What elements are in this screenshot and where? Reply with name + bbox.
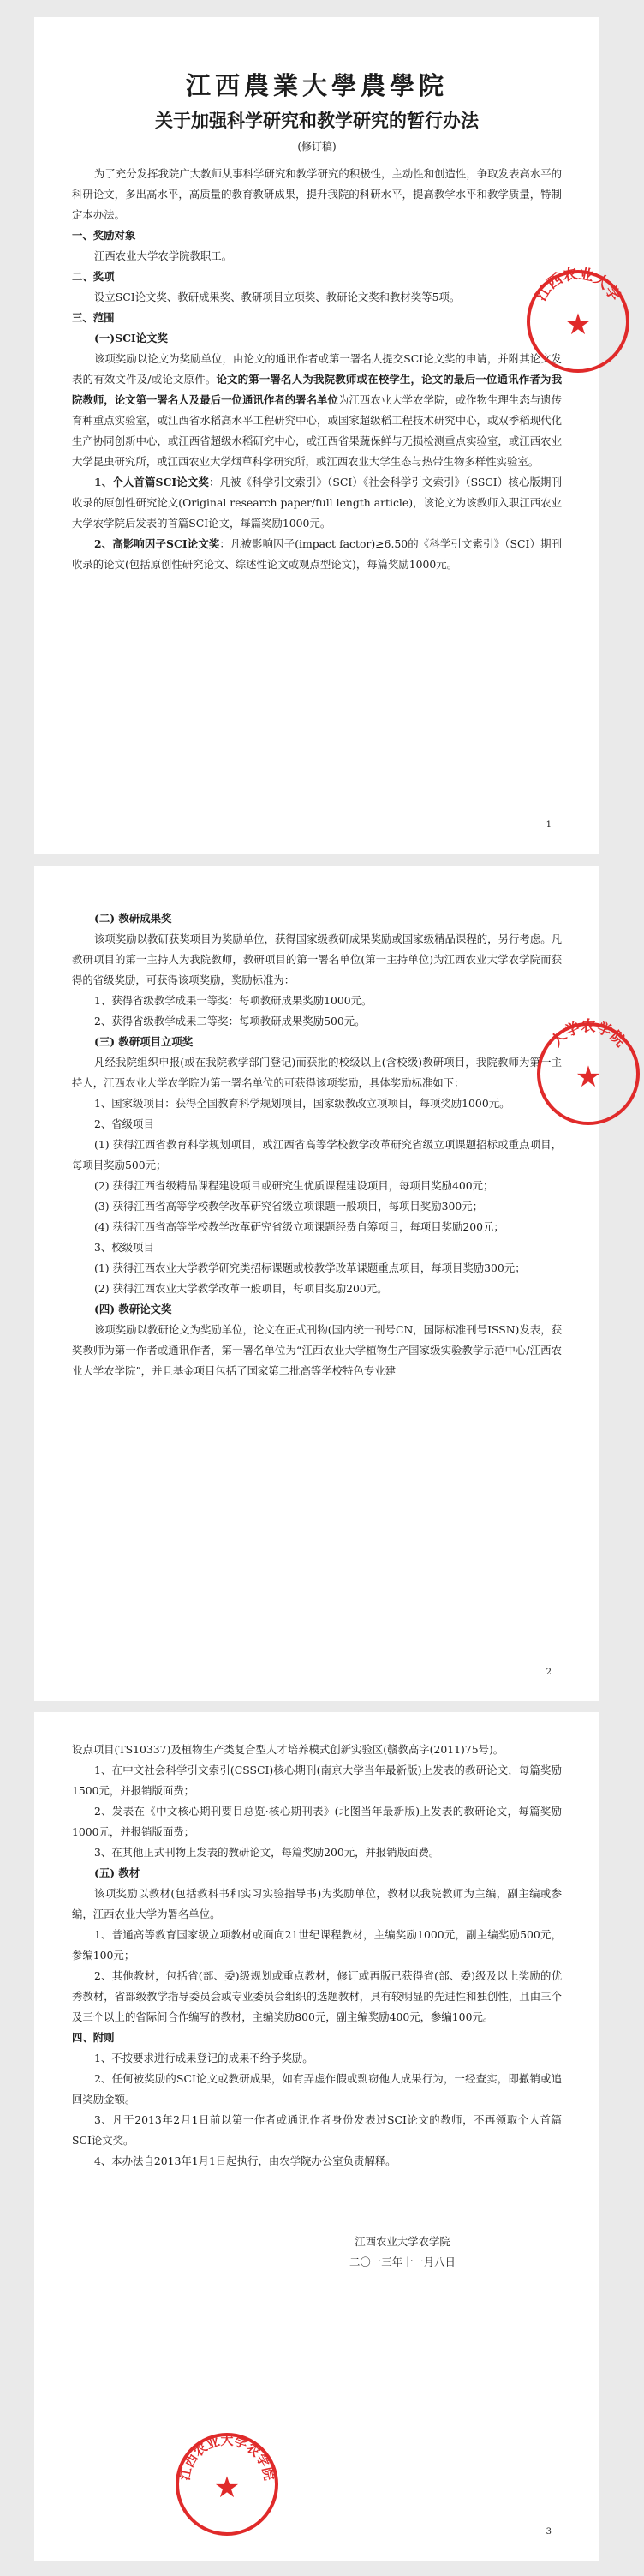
seal-text: 江西农业大学 (533, 266, 623, 304)
sign-date: 二〇一三年十一月八日 (349, 2255, 456, 2268)
seal-text: 江西农业大学农学院 (176, 2432, 277, 2482)
textbook-item-2: 2、其他教材，包括省(部、委)级规划或重点教材，修订或再版已获得省(部、委)级及以上奖励的优秀教材，省部级教学指导委员会或专业委员会组织的选题教材，具有较明显的先进性和独创性，且由三个及三个以上的省际间合作编写的教材，主编奖励800元，副主编奖励400元，参编100元。 (72, 1969, 562, 2023)
section-1-text: 江西农业大学农学院教职工。 (94, 249, 233, 262)
intro-paragraph: 为了充分发挥我院广大教师从事科学研究和教学研究的积极性，主动性和创造性，争取发表高水平的科研论文，多出高水平，高质量的教育教研成果，提升我院的科研水平，提高教学水平和教学质量，特制定本办法。 (72, 167, 562, 221)
school-project-heading: 3、校级项目 (94, 1241, 154, 1254)
appendix-item-2: 2、任何被奖励的SCI论文或教研成果，如有弄虚作假或剽窃他人成果行为，一经查实，即撤销或追回奖励金额。 (72, 2072, 562, 2106)
appendix-item-1: 1、不按要求进行成果登记的成果不给予奖励。 (94, 2052, 313, 2064)
official-seal (171, 2429, 283, 2540)
provincial-project-4: (4) 获得江西省高等学校教学改革研究省级立项课题经费自筹项目，每项目奖励200元； (94, 1220, 504, 1233)
teaching-paper-item-1: 1、在中文社会科学引文索引(CSSCI)核心期刊(南京大学当年最新版)上发表的教研论文，每篇奖励1500元，并报销版面费； (72, 1764, 562, 1797)
appendix-item-4: 4、本办法自2013年1月1日起执行，由农学院办公室负责解释。 (94, 2154, 397, 2167)
sci-award-text-c: 为江西农业大学农学院，或作物生理生态与遗传育种重点实验室，或江西省水稻高水平工程研究中心，或国家超级稻工程技术研究中心，或双季稻现代化生产协同创新中心，或江西省超级水稻研究中心，或江西省果蔬保鲜与无损检测重点实验室，或江西农业大学昆虫研究所，或江西农业大学烟草科学研究所，或江西农业大学生态与热带生物多样性实验室。 (72, 393, 563, 468)
sci-award-item-2-lead: 2、高影响因子SCI论文奖 (94, 537, 220, 550)
teaching-paper-text: 该项奖励以教研论文为奖励单位，论文在正式刊物(国内统一刊号CN，国际标准刊号ISSN)发表，获奖教师为第一作者或通讯作者，第一署名单位为“江西农业大学植物生产国家级实验教学示范中心/江西农业大学农学院”，并且基金项目包括了国家第二批高等学校特色专业建 (72, 1323, 562, 1377)
school-project-2: (2) 获得江西农业大学教学改革一般项目，每项目奖励200元。 (94, 1282, 388, 1295)
teaching-achievement-item-1: 1、获得省级教学成果一等奖：每项教研成果奖励1000元。 (94, 994, 373, 1007)
teaching-paper-item-3: 3、在其他正式刊物上发表的教研论文，每篇奖励200元，并报销版面费。 (94, 1846, 440, 1859)
sci-award-item-1-lead: 1、个人首篇SCI论文奖 (94, 476, 209, 488)
teaching-paper-text-continued: 设点项目(TS10337)及植物生产类复合型人才培养模式创新实验区(赣教高字(2011)75号)。 (72, 1743, 504, 1756)
document-subtitle: (修订稿) (297, 141, 337, 153)
section-2-heading: 二、奖项 (72, 270, 115, 283)
appendix-item-3: 3、凡于2013年2月1日前以第一作者或通讯作者身份发表过SCI论文的教师，不再领取个人首篇SCI论文奖。 (72, 2113, 562, 2147)
sci-award-heading: (一)SCI论文奖 (94, 332, 168, 344)
sci-award-item-1 (72, 472, 562, 534)
section-3-heading: 三、范围 (72, 311, 115, 324)
provincial-project-2: (2) 获得江西省级精品课程建设项目或研究生优质课程建设项目，每项目奖励400元； (94, 1179, 494, 1192)
textbook-item-1: 1、普通高等教育国家级立项教材或面向21世纪课程教材，主编奖励1000元，副主编奖励500元，参编100元； (72, 1928, 562, 1962)
star-icon: ★ (213, 2471, 241, 2505)
page-number: 1 (546, 820, 552, 830)
sci-award-text-a: 该项奖励以论文为奖励单位，由论文的通讯作者或第一署名人提交SCI论文奖的申请，并附其论文发表的有效文件及/或论文原件。 (72, 352, 562, 386)
document-page-3 (34, 1712, 599, 2561)
sci-award-item-2-text: ：凡被影响因子(impact factor)≥6.50的《科学引文索引》（SCI）期刊收录的论文(包括原创性研究论文、综述性论文或观点型论文)，每篇奖励1000元。 (72, 537, 562, 571)
document-page-1 (34, 17, 623, 854)
section-4-heading: 四、附则 (72, 2031, 115, 2044)
sci-award-text-bold: 论文的第一署名人为我院教师或在校学生，论文的最后一位通讯作者为我院教师，论文第一署名人及最后一位通讯作者的署名单位 (72, 373, 562, 406)
signer: 江西农业大学农学院 (355, 2235, 450, 2248)
svg-text:江西农业大学农学院 (176, 2433, 277, 2483)
school-project-1: (1) 获得江西农业大学教学研究类招标课题或校教学改革课题重点项目，每项目奖励300元； (94, 1261, 526, 1274)
project-award-text: 凡经我院组织申报(或在我院教学部门登记)而获批的校级以上(含校级)教研项目，我院教师为第一主持人，江西农业大学农学院为第一署名单位的可获得该项奖励，具体奖励标准如下： (72, 1056, 562, 1089)
university-title: 江西農業大學農學院 (185, 71, 448, 100)
textbook-text: 该项奖励以教材(包括教科书和实习实验指导书)为奖励单位，教材以我院教师为主编，副主编或参编，江西农业大学为署名单位。 (72, 1887, 562, 1920)
provincial-project-1: (1) 获得江西省教育科学规划项目，或江西省高等学校教学改革研究省级立项课题招标或重点项目，每项目奖励500元； (72, 1138, 562, 1171)
national-project-item: 1、国家级项目：获得全国教育科学规划项目，国家级教改立项项目，每项奖励1000元。 (94, 1097, 510, 1110)
sci-award-item-1-text: ：凡被《科学引文索引》（SCI）《社会科学引文索引》（SSCI）核心版期刊收录的原创性研究论文(Original research paper/full length article)，该论文为该教师入职江西农业大学农学院后发表的首篇SCI论文，每篇奖励1000元。 (72, 476, 562, 530)
document-page-2 (34, 866, 629, 1701)
project-award-heading: (三) 教研项目立项奖 (94, 1035, 194, 1048)
teaching-achievement-item-2: 2、获得省级教学成果二等奖：每项教研成果奖励500元。 (94, 1015, 366, 1027)
sci-award-item-2 (72, 534, 562, 575)
teaching-achievement-heading: (二) 教研成果奖 (94, 912, 172, 925)
textbook-heading: (五) 教材 (94, 1866, 140, 1879)
sci-award-paragraph (72, 349, 562, 472)
page-number: 2 (546, 1668, 552, 1677)
section-2-text: 设立SCI论文奖、教研成果奖、教研项目立项奖、教研论文奖和教材奖等5项。 (94, 291, 461, 303)
seal-text: 大学农学院 (547, 1018, 629, 1051)
teaching-achievement-text: 该项奖励以教研获奖项目为奖励单位，获得国家级教研成果奖励或国家级精品课程的，另行考虑。凡教研项目的第一主持人为我院教师，教研项目的第一署名单位(第一主持单位)为江西农业大学农学院而获得的省级奖励，可获得该项奖励，奖励标准为： (72, 932, 562, 986)
star-icon: ★ (564, 308, 592, 342)
section-1-heading: 一、奖励对象 (72, 229, 136, 242)
provincial-project-heading: 2、省级项目 (94, 1117, 154, 1130)
provincial-project-3: (3) 获得江西省高等学校教学改革研究省级立项课题一般项目，每项目奖励300元； (94, 1200, 484, 1213)
document-title: 关于加强科学研究和教学研究的暂行办法 (155, 110, 479, 131)
star-icon: ★ (575, 1060, 602, 1094)
teaching-paper-heading: (四) 教研论文奖 (94, 1303, 172, 1315)
page-number: 3 (546, 2527, 552, 2537)
teaching-paper-item-2: 2、发表在《中文核心期刊要目总览·核心期刊表》(北图当年最新版)上发表的教研论文，每篇奖励1000元，并报销版面费； (72, 1805, 562, 1838)
